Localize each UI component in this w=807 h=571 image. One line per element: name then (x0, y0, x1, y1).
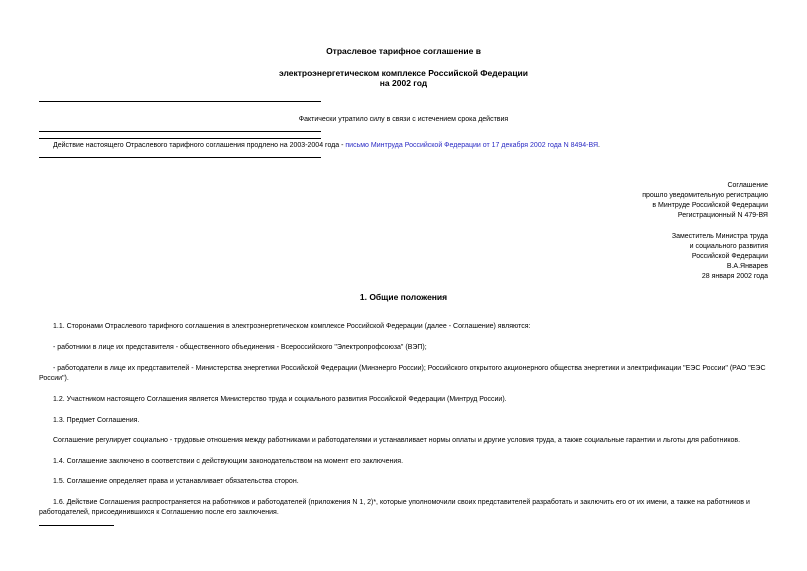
status-note: Фактически утратило силу в связи с истечением срока действия (298, 116, 509, 123)
paragraph-1-2 (39, 395, 769, 405)
paragraph-text: 1.3. Предмет Соглашения. (53, 417, 140, 424)
paragraph-text: 1.2. Участником настоящего Соглашения является Министерство труда и социального развития Российской Федерации (Минтруд России). (53, 396, 507, 403)
paragraph-subject (39, 436, 769, 446)
extension-note-end: . (598, 142, 600, 149)
paragraph-text: 1.1. Сторонами Отраслевого тарифного соглашения в электроэнергетическом комплексе Российской Федерации (далее - Соглашение) являются: (53, 323, 531, 330)
document-title-line3: на 2002 год (379, 78, 428, 88)
paragraph-1-6 (39, 498, 769, 518)
signatory-line: Российской Федерации (691, 253, 768, 260)
paragraph-text: - работодатели в лице их представителей - Министерства энергетики Российской Федерации (Минэнерго России); Российского открытого акционерного общества энергетики и электрификации "ЕЭС России" (РАО "ЕЭС России"). (39, 365, 766, 382)
signatory-line: 28 января 2002 года (701, 273, 768, 280)
registration-line: Соглашение (727, 182, 768, 189)
registration-line: в Минтруде Российской Федерации (652, 202, 768, 209)
paragraph-workers (39, 343, 769, 353)
signatory-line: и социального развития (689, 243, 768, 250)
signatory-line: В.А.Январев (726, 263, 768, 270)
registration-line: прошло уведомительную регистрацию (642, 192, 768, 199)
signatory-line: Заместитель Министра труда (671, 233, 768, 240)
registration-line: Регистрационный N 479-ВЯ (677, 212, 768, 219)
paragraph-1-3 (39, 416, 769, 426)
extension-note (53, 141, 793, 151)
separator-rule (39, 101, 321, 102)
separator-rule (39, 157, 321, 158)
paragraph-text: - работники в лице их представителя - общественного объединения - Всероссийского "Электропрофсоюза" (ВЭП); (53, 344, 427, 351)
ministry-letter-link[interactable]: письмо Минтруда Российской Федерации от 17 декабря 2002 года N 8494-ВЯ (345, 142, 599, 149)
separator-rule (39, 131, 321, 132)
document-title-line1: Отраслевое тарифное соглашение в (326, 46, 481, 56)
paragraph-text: Соглашение регулирует социально - трудовые отношения между работниками и работодателями и устанавливает нормы оплаты и другие условия труда, а также социальные гарантии и льготы для работников. (53, 437, 741, 444)
footnote-rule (39, 525, 114, 526)
separator-rule (39, 138, 321, 139)
extension-note-text: Действие настоящего Отраслевого тарифного соглашения продлено на 2003-2004 года - (53, 142, 346, 149)
paragraph-text: 1.6. Действие Соглашения распространяется на работников и работодателей (приложения N 1, 2)*, которые уполномочили своих представителей разработать и заключить его от их имени, а также на работников и работодателей, присоединившихся к Соглашению после его заключения. (39, 499, 750, 516)
paragraph-text: 1.4. Соглашение заключено в соответствии с действующим законодательством на момент его заключения. (53, 458, 404, 465)
paragraph-text: 1.5. Соглашение определяет права и устанавливает обязательства сторон. (53, 478, 299, 485)
paragraph-1-5 (39, 477, 769, 487)
paragraph-1-4 (39, 457, 769, 467)
paragraph-1-1 (39, 322, 769, 332)
signatory-block (468, 232, 768, 282)
registration-block (468, 181, 768, 221)
paragraph-employers (39, 364, 769, 384)
document-title-line2: электроэнергетическом комплексе Российской Федерации (278, 68, 529, 78)
section-title: 1. Общие положения (359, 292, 448, 302)
